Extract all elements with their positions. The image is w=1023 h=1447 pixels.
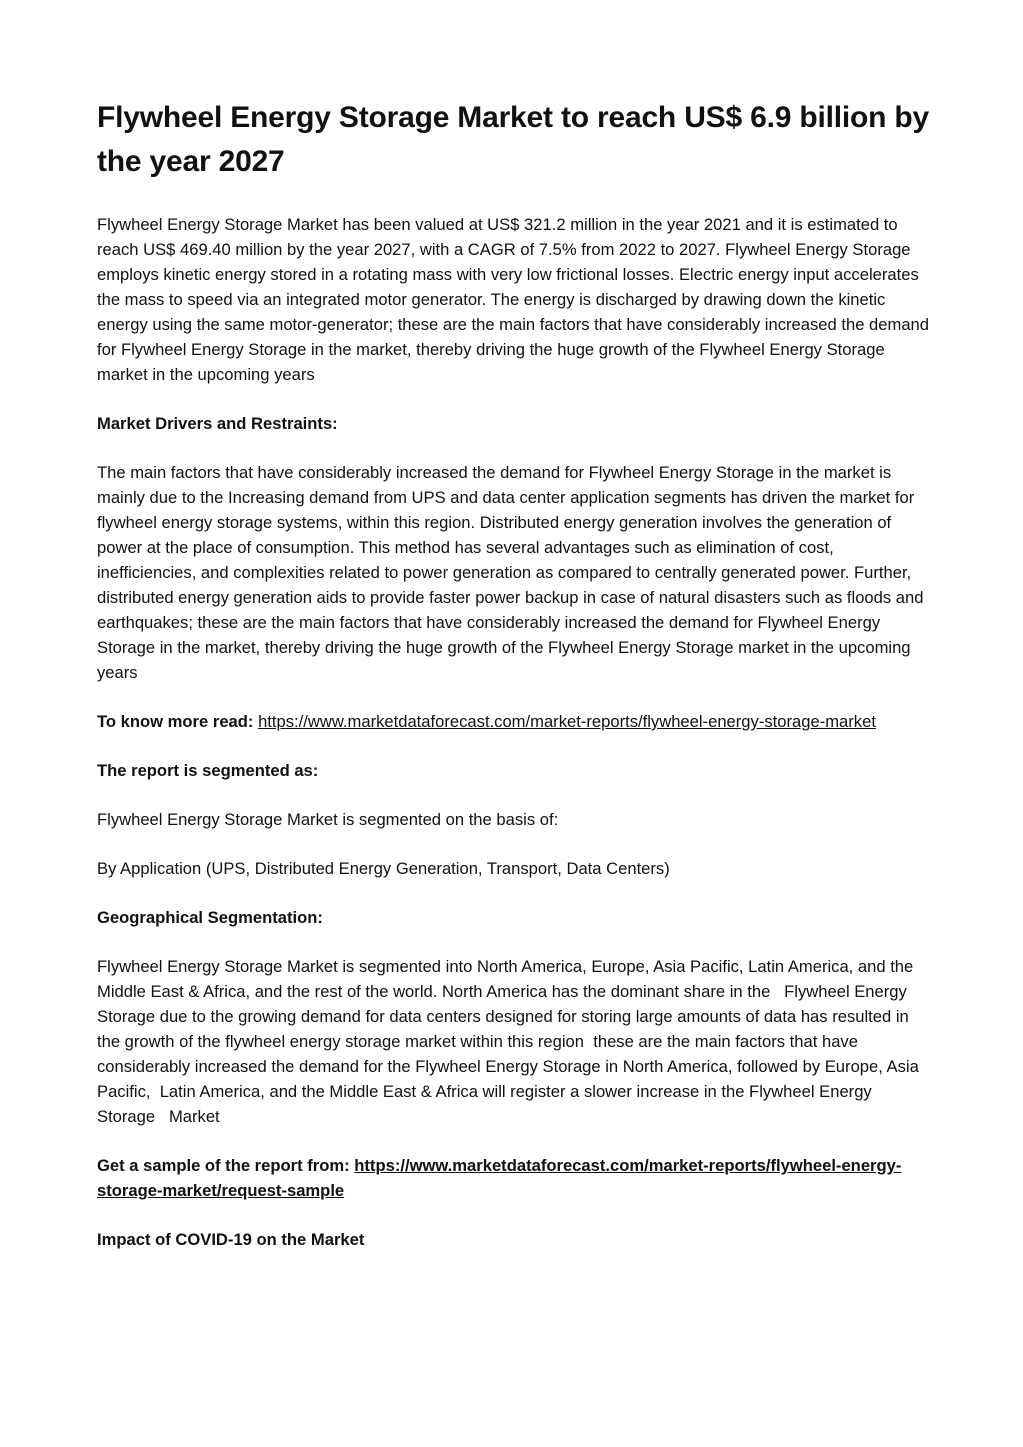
segmented-basis: Flywheel Energy Storage Market is segmented on the basis of: (97, 810, 559, 829)
sample-label: Get a sample of the report from: (97, 1156, 350, 1175)
sample-link[interactable]: https://www.marketdataforecast.com/market-reports/flywheel-energy-storage-market/request-sample (97, 1156, 902, 1200)
drivers-heading: Market Drivers and Restraints: (97, 414, 338, 433)
geo-paragraph: Flywheel Energy Storage Market is segmented into North America, Europe, Asia Pacific, Latin America, and the Middle East & Africa, and the rest of the world. North America has the dominant share in the Flywheel Energy Storage due to the growing demand for data centers designed for storing large amounts of data has resulted in the growth of the flywheel energy storage market within this region these are the main factors that have considerably increased the demand for the Flywheel Energy Storage in North America, followed by Europe, Asia Pacific, Latin America, and the Middle East & Africa will register a slower increase in the Flywheel Energy Storage Market (97, 957, 924, 1126)
segmented-by-application: By Application (UPS, Distributed Energy Generation, Transport, Data Centers) (97, 859, 670, 878)
geo-heading: Geographical Segmentation: (97, 908, 323, 927)
intro-paragraph: Flywheel Energy Storage Market has been valued at US$ 321.2 million in the year 2021 and it is estimated to reach US$ 469.40 million by the year 2027, with a CAGR of 7.5% from 2022 to 2027. Flywheel Energy Storage employs kinetic energy stored in a rotating mass with very low frictional losses. Electric energy input accelerates the mass to speed via an integrated motor generator. The energy is discharged by drawing down the kinetic energy using the same motor-generator; these are the main factors that have considerably increased the demand for Flywheel Energy Storage in the market, thereby driving the huge growth of the Flywheel Energy Storage market in the upcoming years (97, 215, 930, 384)
sample-line (97, 1153, 929, 1203)
document-page (97, 96, 929, 1276)
read-more-link[interactable]: https://www.marketdataforecast.com/market-reports/flywheel-energy-storage-market (258, 712, 876, 731)
page-title: Flywheel Energy Storage Market to reach US$ 6.9 billion by the year 2027 (97, 101, 929, 178)
read-more-label: To know more read: (97, 712, 254, 731)
read-more-line (97, 709, 929, 734)
drivers-paragraph: The main factors that have considerably increased the demand for Flywheel Energy Storage in the market is mainly due to the Increasing demand from UPS and data center application segments has driven the market for flywheel energy storage systems, within this region. Distributed energy generation involves the generation of power at the place of consumption. This method has several advantages such as elimination of cost, inefficiencies, and complexities related to power generation as compared to centrally generated power. Further, distributed energy generation aids to provide faster power backup in case of natural disasters such as floods and earthquakes; these are the main factors that have considerably increased the demand for Flywheel Energy Storage in the market, thereby driving the huge growth of the Flywheel Energy Storage market in the upcoming years (97, 463, 924, 682)
segmented-heading: The report is segmented as: (97, 761, 319, 780)
covid-heading: Impact of COVID-19 on the Market (97, 1230, 365, 1249)
